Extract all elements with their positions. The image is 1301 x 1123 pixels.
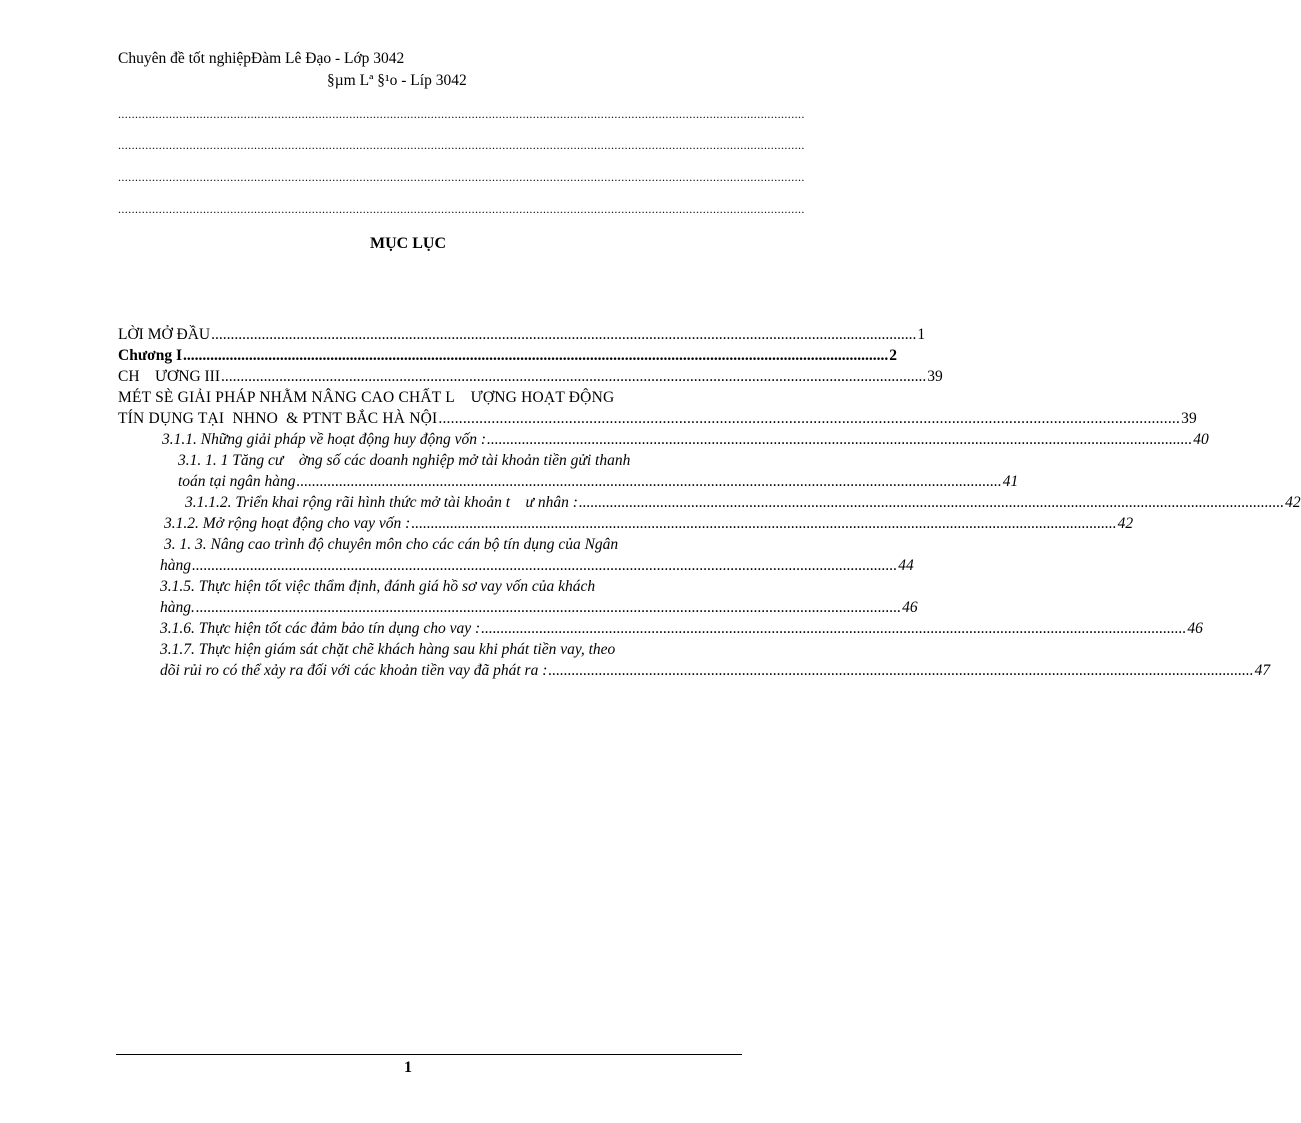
footer-rule: [116, 1054, 742, 1055]
dot-leader: ......................................................................................................................................................................................: [578, 494, 1285, 511]
table-of-contents: [118, 324, 1301, 681]
dot-leader: ......................................................................................................................................................................................: [195, 599, 902, 616]
toc-entry-page: 44: [898, 557, 914, 574]
dotted-line: ..........................................................................................................................................................................................................: [118, 138, 805, 152]
dot-leader: ......................................................................................................................................................................................: [182, 347, 889, 364]
toc-entry[interactable]: [118, 492, 1301, 513]
toc-entry-page: 46: [902, 599, 918, 616]
toc-entry[interactable]: [118, 408, 1197, 429]
dot-leader: ......................................................................................................................................................................................: [548, 662, 1254, 679]
toc-entry[interactable]: [118, 366, 943, 387]
toc-entry[interactable]: [118, 429, 1209, 450]
toc-entry-page: 42: [1285, 494, 1301, 511]
toc-entry-label-line1[interactable]: MÉT SÈ GIẢI PHÁP NHẰM NÂNG CAO CHẤT L ƯỢNG HOẠT ĐỘNG: [118, 389, 615, 406]
dotted-line: ..........................................................................................................................................................................................................: [118, 202, 805, 216]
toc-entry-page: 1: [917, 326, 926, 343]
dot-leader: ......................................................................................................................................................................................: [211, 326, 917, 343]
toc-entry-label: CH ƯƠNG III: [118, 368, 220, 385]
toc-entry-page: 39: [1181, 410, 1197, 427]
toc-entry[interactable]: [118, 513, 1134, 534]
page-number: 1: [404, 1059, 412, 1076]
dot-leader: ......................................................................................................................................................................................: [192, 557, 898, 574]
toc-entry-page: 41: [1002, 473, 1019, 490]
toc-entry-label: 3.1.1. Những giải pháp về hoạt động huy động vốn :: [162, 431, 487, 448]
dotted-line: ..........................................................................................................................................................................................................: [118, 107, 805, 121]
toc-entry-label: hàng: [160, 557, 191, 574]
toc-entry-page: 40: [1193, 431, 1209, 448]
toc-entry-label: toán tại ngân hàng: [178, 473, 296, 490]
toc-entry-label: 3.1.1.2. Triển khai rộng rãi hình thức mở tài khoản t ư nhân :: [185, 494, 578, 511]
toc-entry[interactable]: [118, 555, 914, 576]
toc-entry-label: TÍN DỤNG TẠI NHNO & PTNT BẮC HÀ NỘI: [118, 410, 438, 427]
toc-entry-page: 42: [1117, 515, 1134, 532]
toc-entry[interactable]: [118, 471, 1019, 492]
toc-entry[interactable]: [118, 660, 1271, 681]
toc-entry-label: dõi rủi ro có thể xảy ra đối với các khoản tiền vay đã phát ra :: [160, 662, 548, 679]
dot-leader: ......................................................................................................................................................................................: [481, 620, 1187, 637]
toc-entry-page: 2: [889, 347, 897, 364]
toc-entry-page: 47: [1254, 662, 1271, 679]
dot-leader: ......................................................................................................................................................................................: [411, 515, 1117, 532]
toc-entry-label: Chương I: [118, 347, 182, 364]
toc-title: MỤC LỤC: [370, 235, 446, 252]
toc-entry-label: 3.1.2. Mở rộng hoạt động cho vay vốn :: [164, 515, 411, 532]
toc-entry[interactable]: [118, 345, 897, 366]
toc-entry-page: 39: [927, 368, 943, 385]
running-header-garbled: §µm Lª §¹o - Líp 3042: [327, 72, 467, 89]
dot-leader: ......................................................................................................................................................................................: [221, 368, 927, 385]
dot-leader: ......................................................................................................................................................................................: [296, 473, 1002, 490]
toc-entry[interactable]: [118, 618, 1203, 639]
toc-entry-label-line1[interactable]: 3.1.5. Thực hiện tốt việc thẩm định, đánh giá hồ sơ vay vốn của khách: [160, 578, 596, 595]
toc-entry-label: hàng.: [160, 599, 195, 616]
running-header: Chuyên đề tốt nghiệpĐàm Lê Đạo - Lớp 3042: [118, 50, 405, 67]
toc-entry[interactable]: [118, 324, 926, 345]
dot-leader: ......................................................................................................................................................................................: [487, 431, 1193, 448]
toc-entry-label-line1[interactable]: 3. 1. 3. Nâng cao trình độ chuyên môn cho các cán bộ tín dụng của Ngân: [164, 536, 619, 553]
toc-entry-label: LỜI MỞ ĐẦU: [118, 326, 211, 343]
toc-entry-page: 46: [1187, 620, 1203, 637]
toc-entry-label: 3.1.6. Thực hiện tốt các đảm bảo tín dụng cho vay :: [160, 620, 481, 637]
dot-leader: ......................................................................................................................................................................................: [438, 410, 1181, 427]
toc-entry[interactable]: [118, 597, 918, 618]
toc-entry-label-line1[interactable]: 3.1. 1. 1 Tăng cư ờng số các doanh nghiệp mở tài khoản tiền gửi thanh: [178, 452, 631, 469]
dotted-line: ..........................................................................................................................................................................................................: [118, 170, 805, 184]
toc-entry-label-line1[interactable]: 3.1.7. Thực hiện giám sát chặt chẽ khách hàng sau khi phát tiền vay, theo: [160, 641, 616, 658]
